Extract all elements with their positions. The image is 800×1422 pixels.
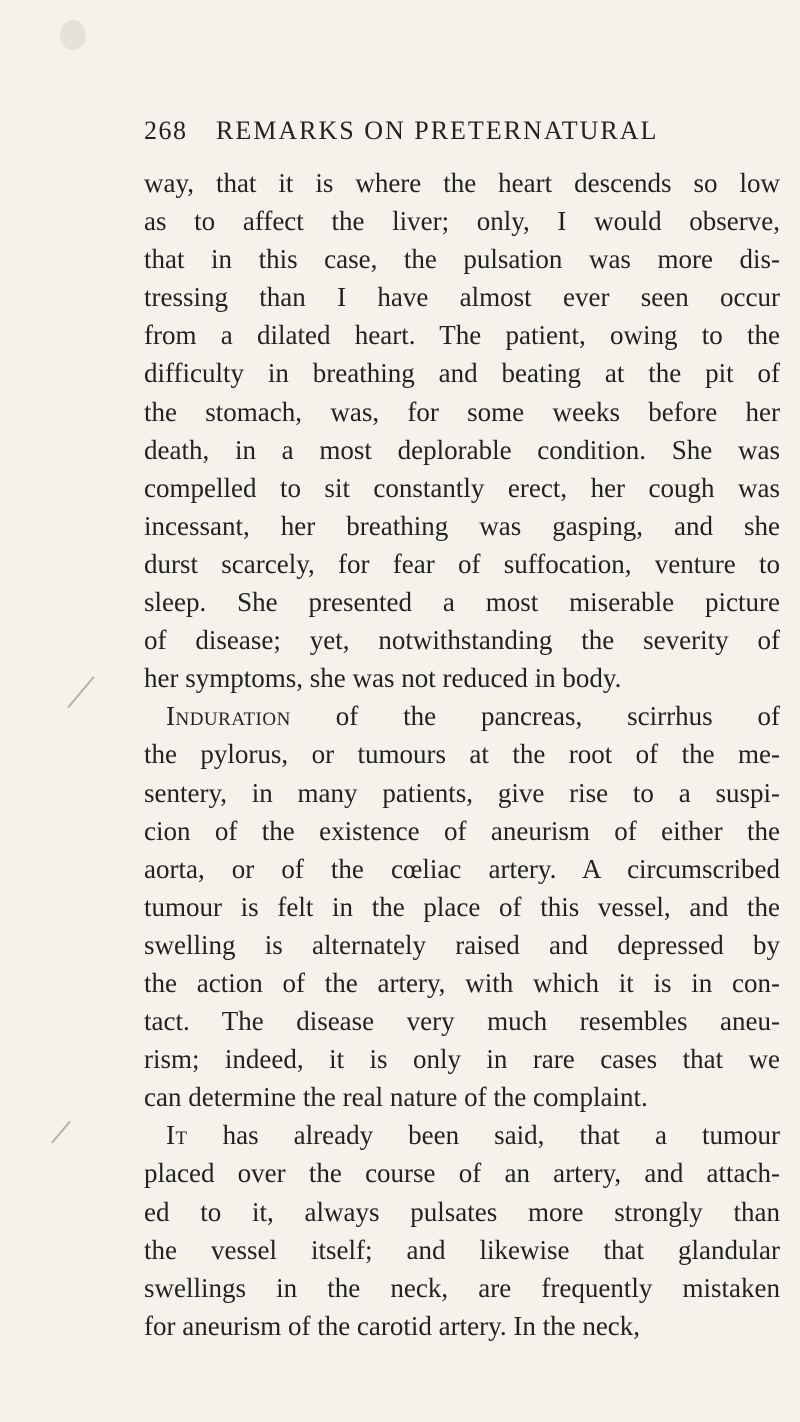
body-text bbox=[144, 164, 780, 1345]
text-line: sleep. She presented a most miserable picture bbox=[144, 587, 780, 618]
text-line: the stomach, was, for some weeks before her bbox=[144, 396, 780, 427]
text-line: her symptoms, she was not reduced in body. bbox=[144, 663, 622, 694]
text-line: that in this case, the pulsation was more dis- bbox=[144, 244, 780, 275]
text-line: cion of the existence of aneurism of either the bbox=[144, 815, 780, 846]
text-line: death, in a most deplorable condition. She was bbox=[144, 434, 780, 465]
text-line: the pylorus, or tumours at the root of the me- bbox=[144, 739, 780, 770]
text-line: incessant, her breathing was gasping, and she bbox=[144, 510, 780, 541]
pencil-mark bbox=[67, 676, 94, 708]
text-line: for aneurism of the carotid artery. In the neck, bbox=[144, 1310, 641, 1341]
line-text: has already been said, that a tumour bbox=[187, 1120, 780, 1151]
paragraph-lead-word: It bbox=[166, 1120, 188, 1151]
text-line: as to affect the liver; only, I would observe, bbox=[144, 206, 780, 237]
text-line: of disease; yet, notwithstanding the severity of bbox=[144, 625, 780, 656]
text-line: durst scarcely, for fear of suffocation, venture to bbox=[144, 548, 780, 579]
text-line: sentery, in many patients, give rise to a suspi- bbox=[144, 777, 780, 808]
text-line: difficulty in breathing and beating at the pit of bbox=[144, 358, 780, 389]
line-text: of the pancreas, scirrhus of bbox=[290, 701, 780, 732]
text-line: swellings in the neck, are frequently mistaken bbox=[144, 1272, 780, 1303]
text-line: can determine the real nature of the complaint. bbox=[144, 1082, 648, 1113]
text-line: ed to it, always pulsates more strongly than bbox=[144, 1196, 780, 1227]
text-line bbox=[144, 1116, 780, 1154]
running-header bbox=[144, 116, 774, 156]
text-line: swelling is alternately raised and depressed by bbox=[144, 929, 780, 960]
paragraph-lead-word: Induration bbox=[166, 701, 291, 732]
text-line: aorta, or of the cœliac artery. A circumscribed bbox=[144, 853, 780, 884]
text-line: tact. The disease very much resembles aneu- bbox=[144, 1006, 780, 1037]
text-line: placed over the course of an artery, and attach- bbox=[144, 1158, 780, 1189]
text-line: from a dilated heart. The patient, owing to the bbox=[144, 320, 780, 351]
page-number: 268 bbox=[144, 116, 188, 145]
paper-stain bbox=[60, 20, 86, 50]
text-line: tressing than I have almost ever seen occur bbox=[144, 282, 780, 313]
text-line: rism; indeed, it is only in rare cases that we bbox=[144, 1044, 780, 1075]
text-line: tumour is felt in the place of this vessel, and the bbox=[144, 891, 780, 922]
text-line: way, that it is where the heart descends so low bbox=[144, 168, 780, 198]
pencil-mark bbox=[51, 1121, 70, 1143]
running-title: REMARKS ON PRETERNATURAL bbox=[216, 116, 659, 145]
text-line: compelled to sit constantly erect, her cough was bbox=[144, 472, 780, 503]
text-line: the action of the artery, with which it is in con- bbox=[144, 967, 780, 998]
text-line bbox=[144, 697, 780, 735]
text-line: the vessel itself; and likewise that glandular bbox=[144, 1234, 780, 1265]
